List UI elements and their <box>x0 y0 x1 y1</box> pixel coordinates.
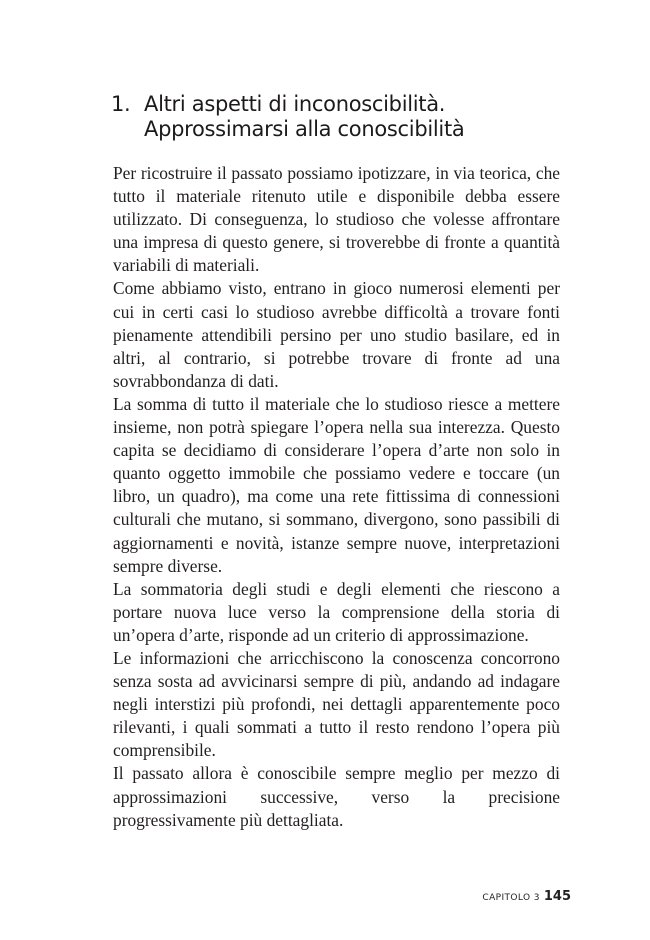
section-title-line-2: Approssimarsi alla conoscibilità <box>144 117 465 141</box>
paragraph-5: Le informazioni che arricchiscono la conoscenza concorrono senza sosta ad avvicinarsi sempre di più, andando ad indagare negli interstizi più profondi, nei dettagli apparentemente poco rilevanti, i quali sommati a tutto il resto rendono l’opera più comprensibile. <box>113 647 560 761</box>
section-title <box>144 92 571 142</box>
paragraph-3: La somma di tutto il materiale che lo studioso riesce a mettere insieme, non potrà spiegare l’opera nella sua interezza. Questo capita se decidiamo di considerare l’opera d’arte non solo in quanto oggetto immobile che possiamo vedere e toccare (un libro, un quadro), ma come una rete fittissima di connessioni culturali che mutano, si sommano, divergono, sono passibili di aggiornamenti e novità, istanze sempre nuove, interpretazioni sempre diverse. <box>113 393 560 576</box>
page-footer <box>482 889 571 904</box>
paragraph-6: Il passato allora è conoscibile sempre meglio per mezzo di approssimazioni successive, verso la precisione progressivamente più dettagliata. <box>113 763 560 830</box>
section-title-line-1: Altri aspetti di inconoscibilità. <box>144 92 446 116</box>
chapter-label: CAPITOLO 3 <box>482 893 540 903</box>
section-heading <box>111 92 571 142</box>
paragraph-2: Come abbiamo visto, entrano in gioco numerosi elementi per cui in certi casi lo studioso avrebbe difficoltà a trovare fonti pienamente attendibili persino per uno studio basilare, ed in altri, al contrario, si potrebbe trovare di fronte ad una sovrabbondanza di dati. <box>113 278 560 391</box>
paragraph-1: Per ricostruire il passato possiamo ipotizzare, in via teorica, che tutto il materiale ritenuto utile e disponibile debba essere utilizzato. Di conseguenza, lo studioso che volesse affrontare una impresa di questo genere, si troverebbe di fronte a quantità variabili di materiali. <box>113 163 560 276</box>
section-number: 1. <box>111 92 131 116</box>
page-number: 145 <box>543 889 571 904</box>
body-text <box>113 162 560 832</box>
paragraph-4: La sommatoria degli studi e degli elementi che riescono a portare nuova luce verso la comprensione della storia di un’opera d’arte, risponde ad un criterio di approssimazione. <box>113 578 560 645</box>
